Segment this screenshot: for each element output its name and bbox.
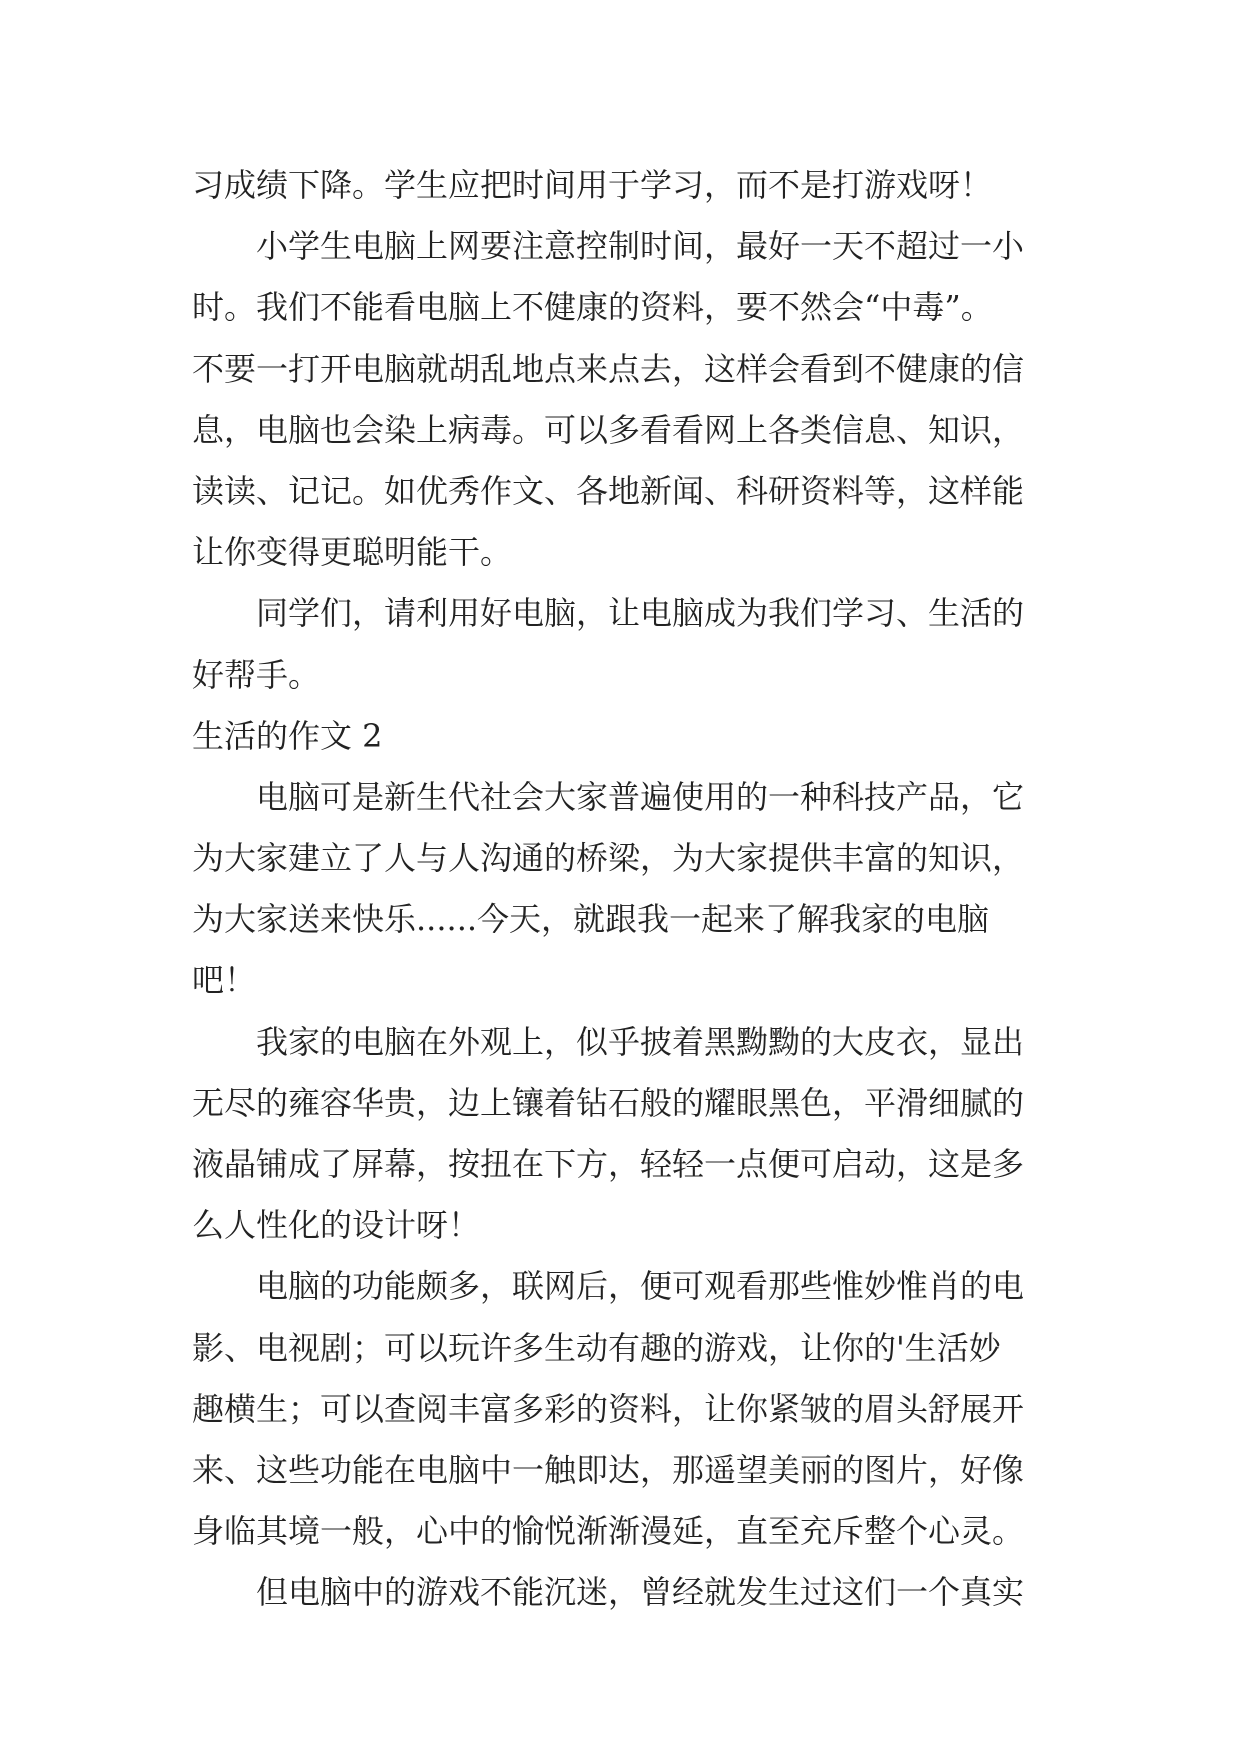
text-line: 无尽的雍容华贵，边上镶着钻石般的耀眼黑色，平滑细腻的 [192,1083,1025,1122]
text-line: 吧！ [192,961,257,1000]
text-line: 么人性化的设计呀！ [192,1206,481,1245]
paragraph-start-line: 但电脑中的游戏不能沉迷，曾经就发生过这们一个真实 [256,1573,1025,1612]
paragraph-start-line: 同学们，请利用好电脑，让电脑成为我们学习、生活的 [256,594,1025,633]
text-line: 息，电脑也会染上病毒。可以多看看网上各类信息、知识， [192,410,1025,449]
paragraph-start-line: 电脑的功能颇多，联网后，便可观看那些惟妙惟肖的电 [256,1267,1025,1306]
text-line: 让你变得更聪明能干。 [192,533,513,572]
text-line: 为大家送来快乐......今天，就跟我一起来了解我家的电脑 [192,900,990,939]
text-line: 身临其境一般，心中的愉悦渐渐漫延，直至充斥整个心灵。 [192,1512,1025,1551]
paragraph-start-line: 电脑可是新生代社会大家普遍使用的一种科技产品，它 [256,777,1025,816]
text-line: 趣横生；可以查阅丰富多彩的资料，让你紧皱的眉头舒展开 [192,1389,1025,1428]
text-line: 读读、记记。如优秀作文、各地新闻、科研资料等，这样能 [192,471,1025,510]
text-line: 习成绩下降。学生应把时间用于学习，而不是打游戏呀！ [192,166,993,204]
text-line: 影、电视剧；可以玩许多生动有趣的游戏，让你的'生活妙 [192,1328,1001,1367]
text-line: 好帮手。 [192,655,321,694]
text-line: 来、这些功能在电脑中一触即达，那遥望美丽的图片，好像 [192,1450,1025,1489]
text-line: 时。我们不能看电脑上不健康的资料，要不然会“中毒”。 [192,288,993,327]
paragraph-start-line: 我家的电脑在外观上，似乎披着黑黝黝的大皮衣，显出 [256,1022,1025,1061]
text-line: 不要一打开电脑就胡乱地点来点去，这样会看到不健康的信 [192,349,1025,388]
text-line: 液晶铺成了屏幕，按扭在下方，轻轻一点便可启动，这是多 [192,1145,1025,1183]
text-line: 为大家建立了人与人沟通的桥梁，为大家提供丰富的知识， [192,839,1025,878]
section-heading: 生活的作文 2 [192,716,383,755]
document-body [192,155,1072,1624]
paragraph-start-line: 小学生电脑上网要注意控制时间，最好一天不超过一小 [256,227,1025,266]
